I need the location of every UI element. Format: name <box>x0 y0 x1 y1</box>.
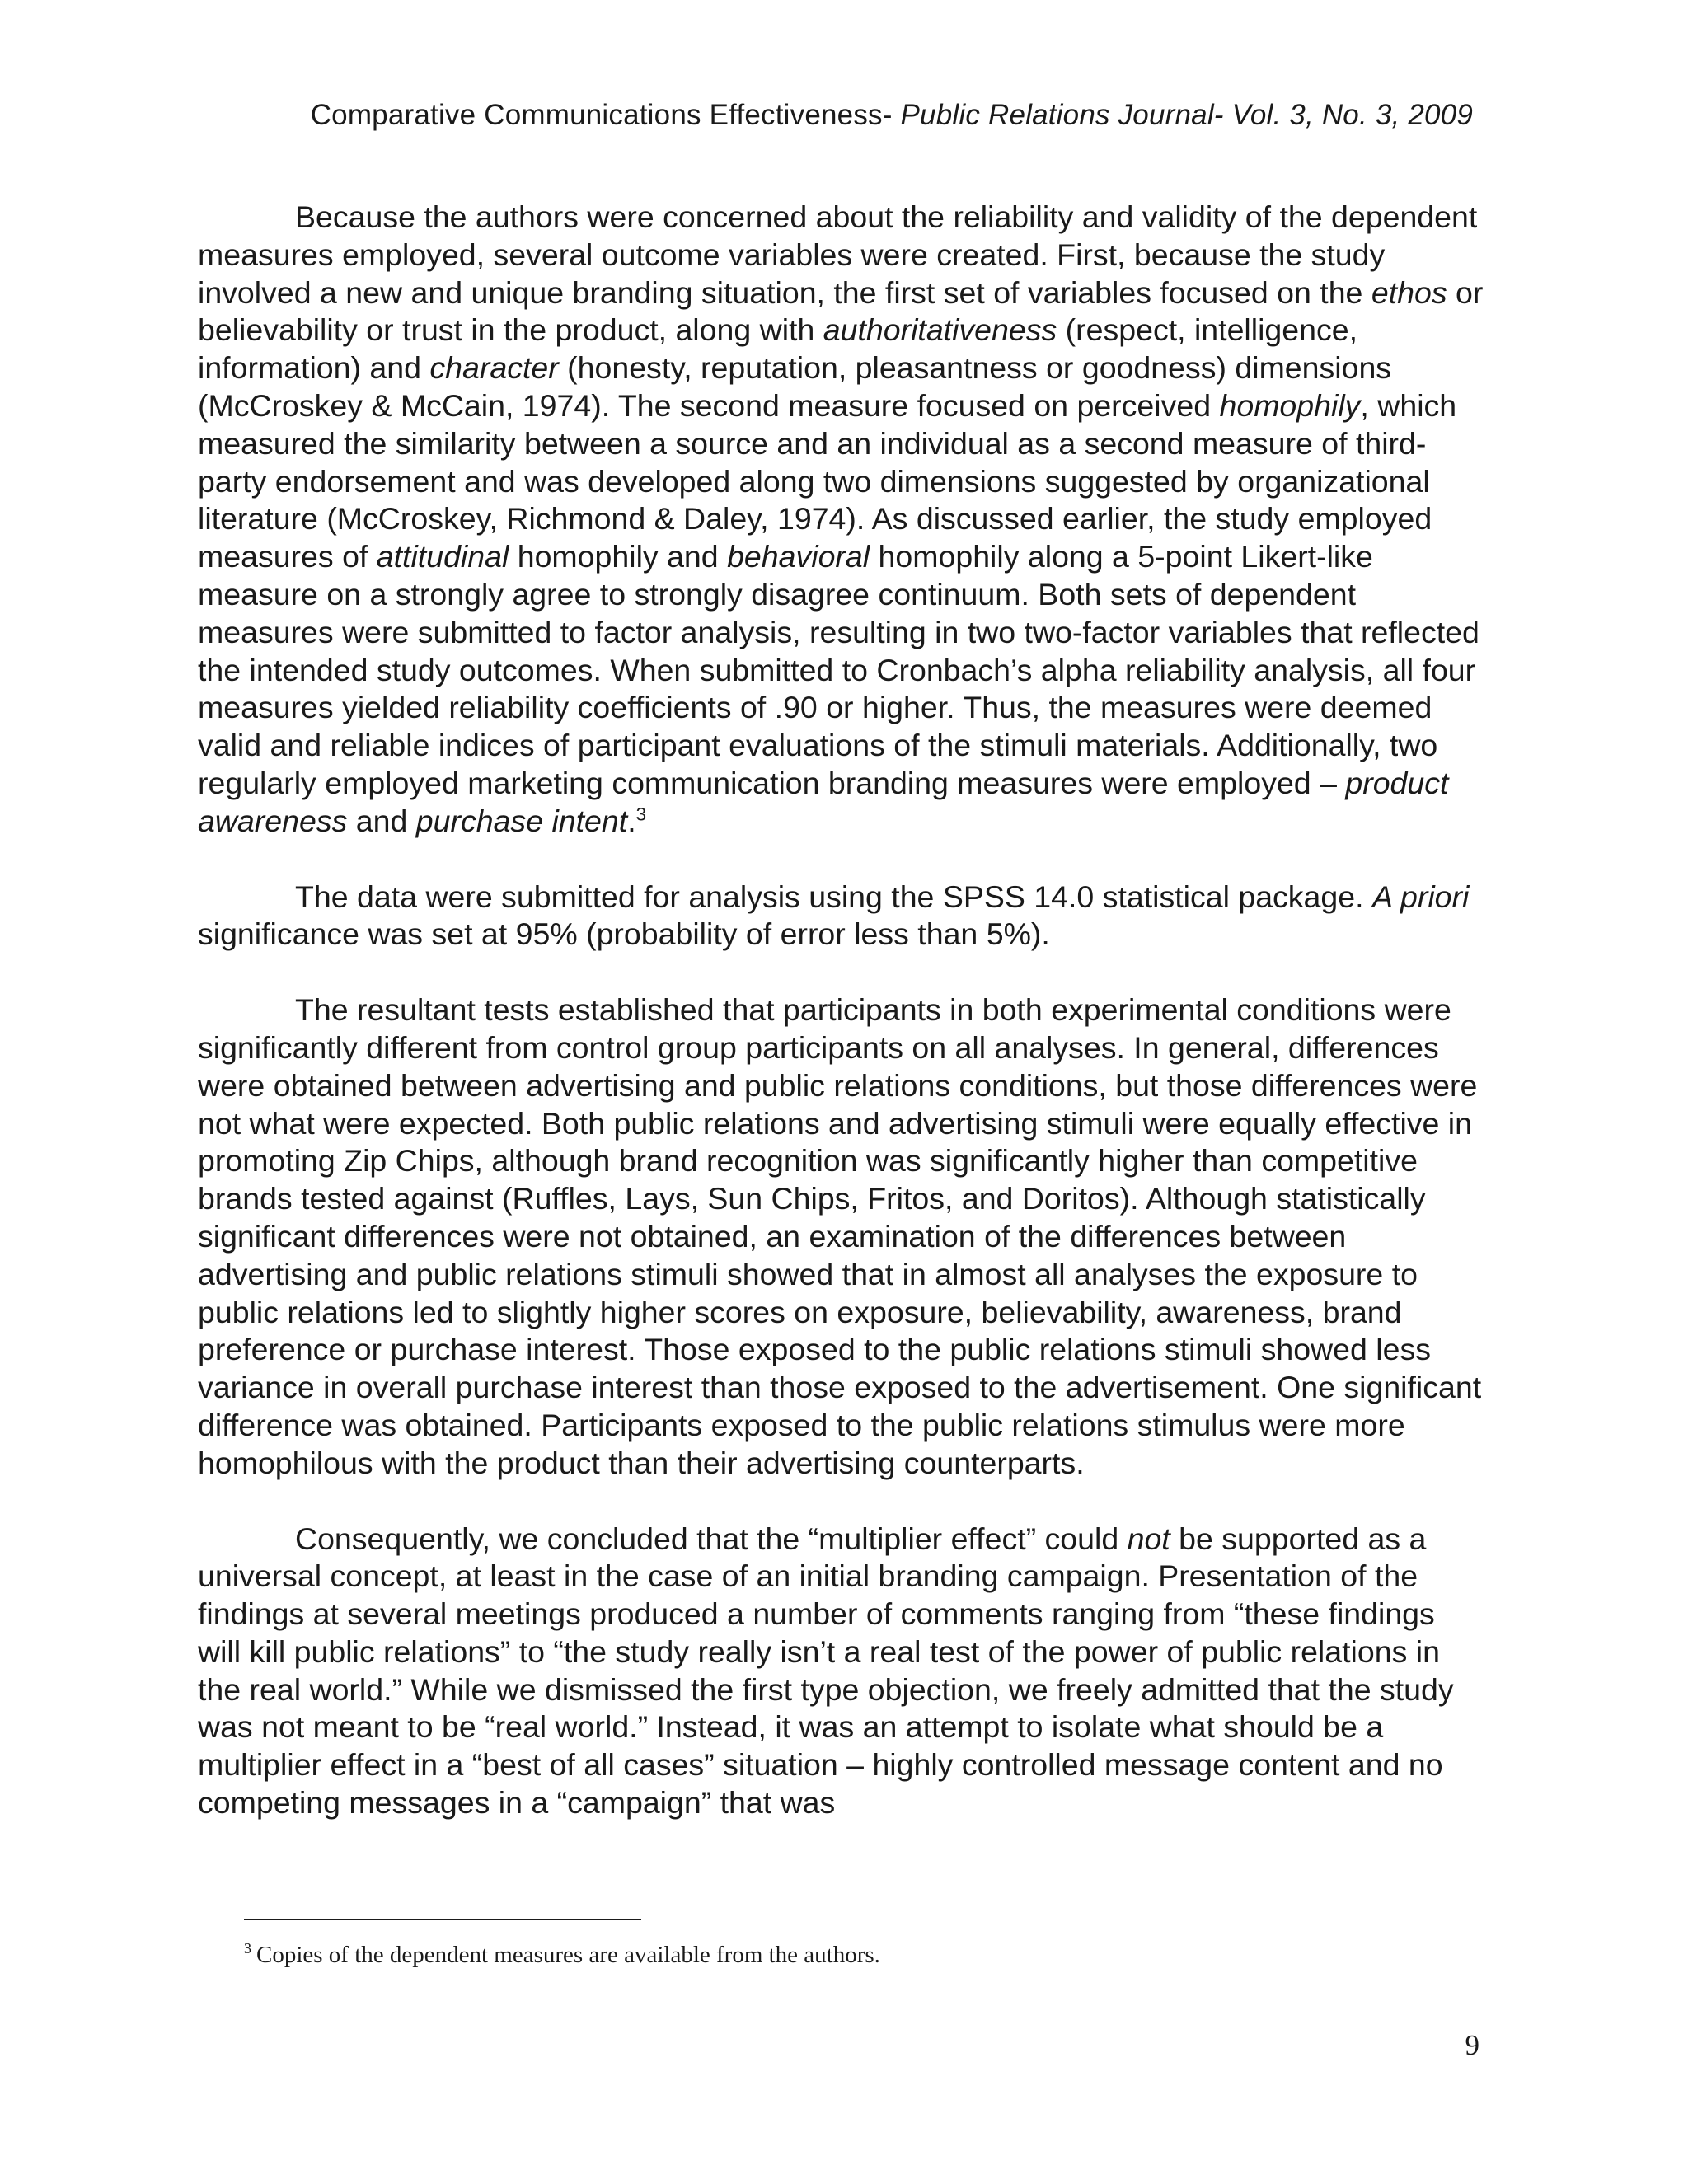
italic-term: homophily <box>1219 387 1361 423</box>
text-run: and <box>347 803 416 838</box>
header-journal-citation: Public Relations Journal- Vol. 3, No. 3, 2009 <box>900 99 1473 131</box>
footnote-number: 3 <box>244 1940 251 1957</box>
italic-term: product awareness <box>198 765 1449 838</box>
paragraph-results: The resultant tests established that participants in both experimental conditions were significantly different from control group participants on all analyses. In general, differences were obtained between advertising and public relations conditions, but those differences were not what were expected. Both public relations and advertising stimuli were equally effective in promoting Zip Chips, although brand recognition was significantly higher than competitive brands tested against (Ruffles, Lays, Sun Chips, Fritos, and Doritos). Although statistically significant differences were not obtained, an examination of the differences between advertising and public relations stimuli showed that in almost all analyses the exposure to public relations led to slightly higher scores on exposure, believability, awareness, brand preference or purchase interest. Those exposed to the public relations stimuli showed less variance in overall purchase interest than those exposed to the advertisement. One significant difference was obtained. Participants exposed to the public relations stimulus were more homophilous with the product than their advertising counterparts. <box>198 992 1482 1480</box>
paragraph-analysis <box>198 879 1484 954</box>
footnote <box>244 1940 880 1970</box>
text-run: The data were submitted for analysis using the SPSS 14.0 statistical package. <box>295 879 1372 914</box>
text-run: significance was set at 95% (probability of error less than 5%). <box>198 916 1050 952</box>
text-run: Consequently, we concluded that the “multiplier effect” could <box>295 1521 1128 1556</box>
italic-term: behavioral <box>727 539 870 574</box>
italic-term: ethos <box>1371 274 1447 310</box>
footnote-reference[interactable]: 3 <box>635 804 647 825</box>
text-run: (respect, intelligence, information) and <box>198 312 1358 386</box>
text-run: Because the authors were concerned about the reliability and validity of the dependent measures employed, several outcome variables were created. First, because the study involved a new and unique branding situation, the first set of variables focused on the <box>198 199 1478 310</box>
italic-term: authoritativeness <box>823 312 1057 348</box>
paragraph-dependent-measures <box>198 199 1484 841</box>
italic-term: A priori <box>1372 879 1470 914</box>
running-header <box>0 96 1473 135</box>
page-number: 9 <box>1465 2029 1479 2061</box>
text-run: be supported as a universal concept, at least in the case of an initial branding campaign. Presentation of the findings at several meetings produced a number of comments ranging from “these findings will kill public relations” to “the study really isn’t a real test of the power of public relations in the real world.” While we dismissed the first type objection, we freely admitted that the study was not meant to be “real world.” Instead, it was an attempt to isolate what should be a multiplier effect in a “best of all cases” situation – highly controlled message content and no competing messages in a “campaign” that was <box>198 1521 1454 1821</box>
text-run: or believability or trust in the product, along with <box>198 274 1484 348</box>
italic-term: not <box>1127 1521 1170 1556</box>
text-run: (honesty, reputation, pleasantness or goodness) dimensions (McCroskey & McCain, 1974). The second measure focused on perceived <box>198 350 1392 423</box>
footnote-text: Copies of the dependent measures are available from the authors. <box>256 1942 880 1968</box>
italic-term: attitudinal <box>376 539 509 574</box>
italic-term: purchase intent <box>415 803 628 838</box>
footnote-separator <box>244 1919 641 1920</box>
header-title: Comparative Communications Effectiveness- <box>310 99 901 131</box>
text-run: homophily and <box>509 539 728 574</box>
main-text <box>198 199 1484 1860</box>
text-run: . <box>627 803 636 838</box>
text-run: , which measured the similarity between a source and an individual as a second measure of third-party endorsement and was developed along two dimensions suggested by organizational literature (McCroskey, Richmond & Daley, 1974). As discussed earlier, the study employed measures of <box>198 387 1457 574</box>
text-run: homophily along a 5-point Likert-like measure on a strongly agree to strongly disagree continuum. Both sets of dependent measures were submitted to factor analysis, resulting in two two-factor variables that reflected the intended study outcomes. When submitted to Cronbach’s alpha reliability analysis, all four measures yielded reliability coefficients of .90 or higher. Thus, the measures were deemed valid and reliable indices of participant evaluations of the stimuli materials. Additionally, two regularly employed marketing communication branding measures were employed – <box>198 539 1479 800</box>
paragraph-conclusion <box>198 1521 1484 1822</box>
italic-term: character <box>429 350 559 386</box>
